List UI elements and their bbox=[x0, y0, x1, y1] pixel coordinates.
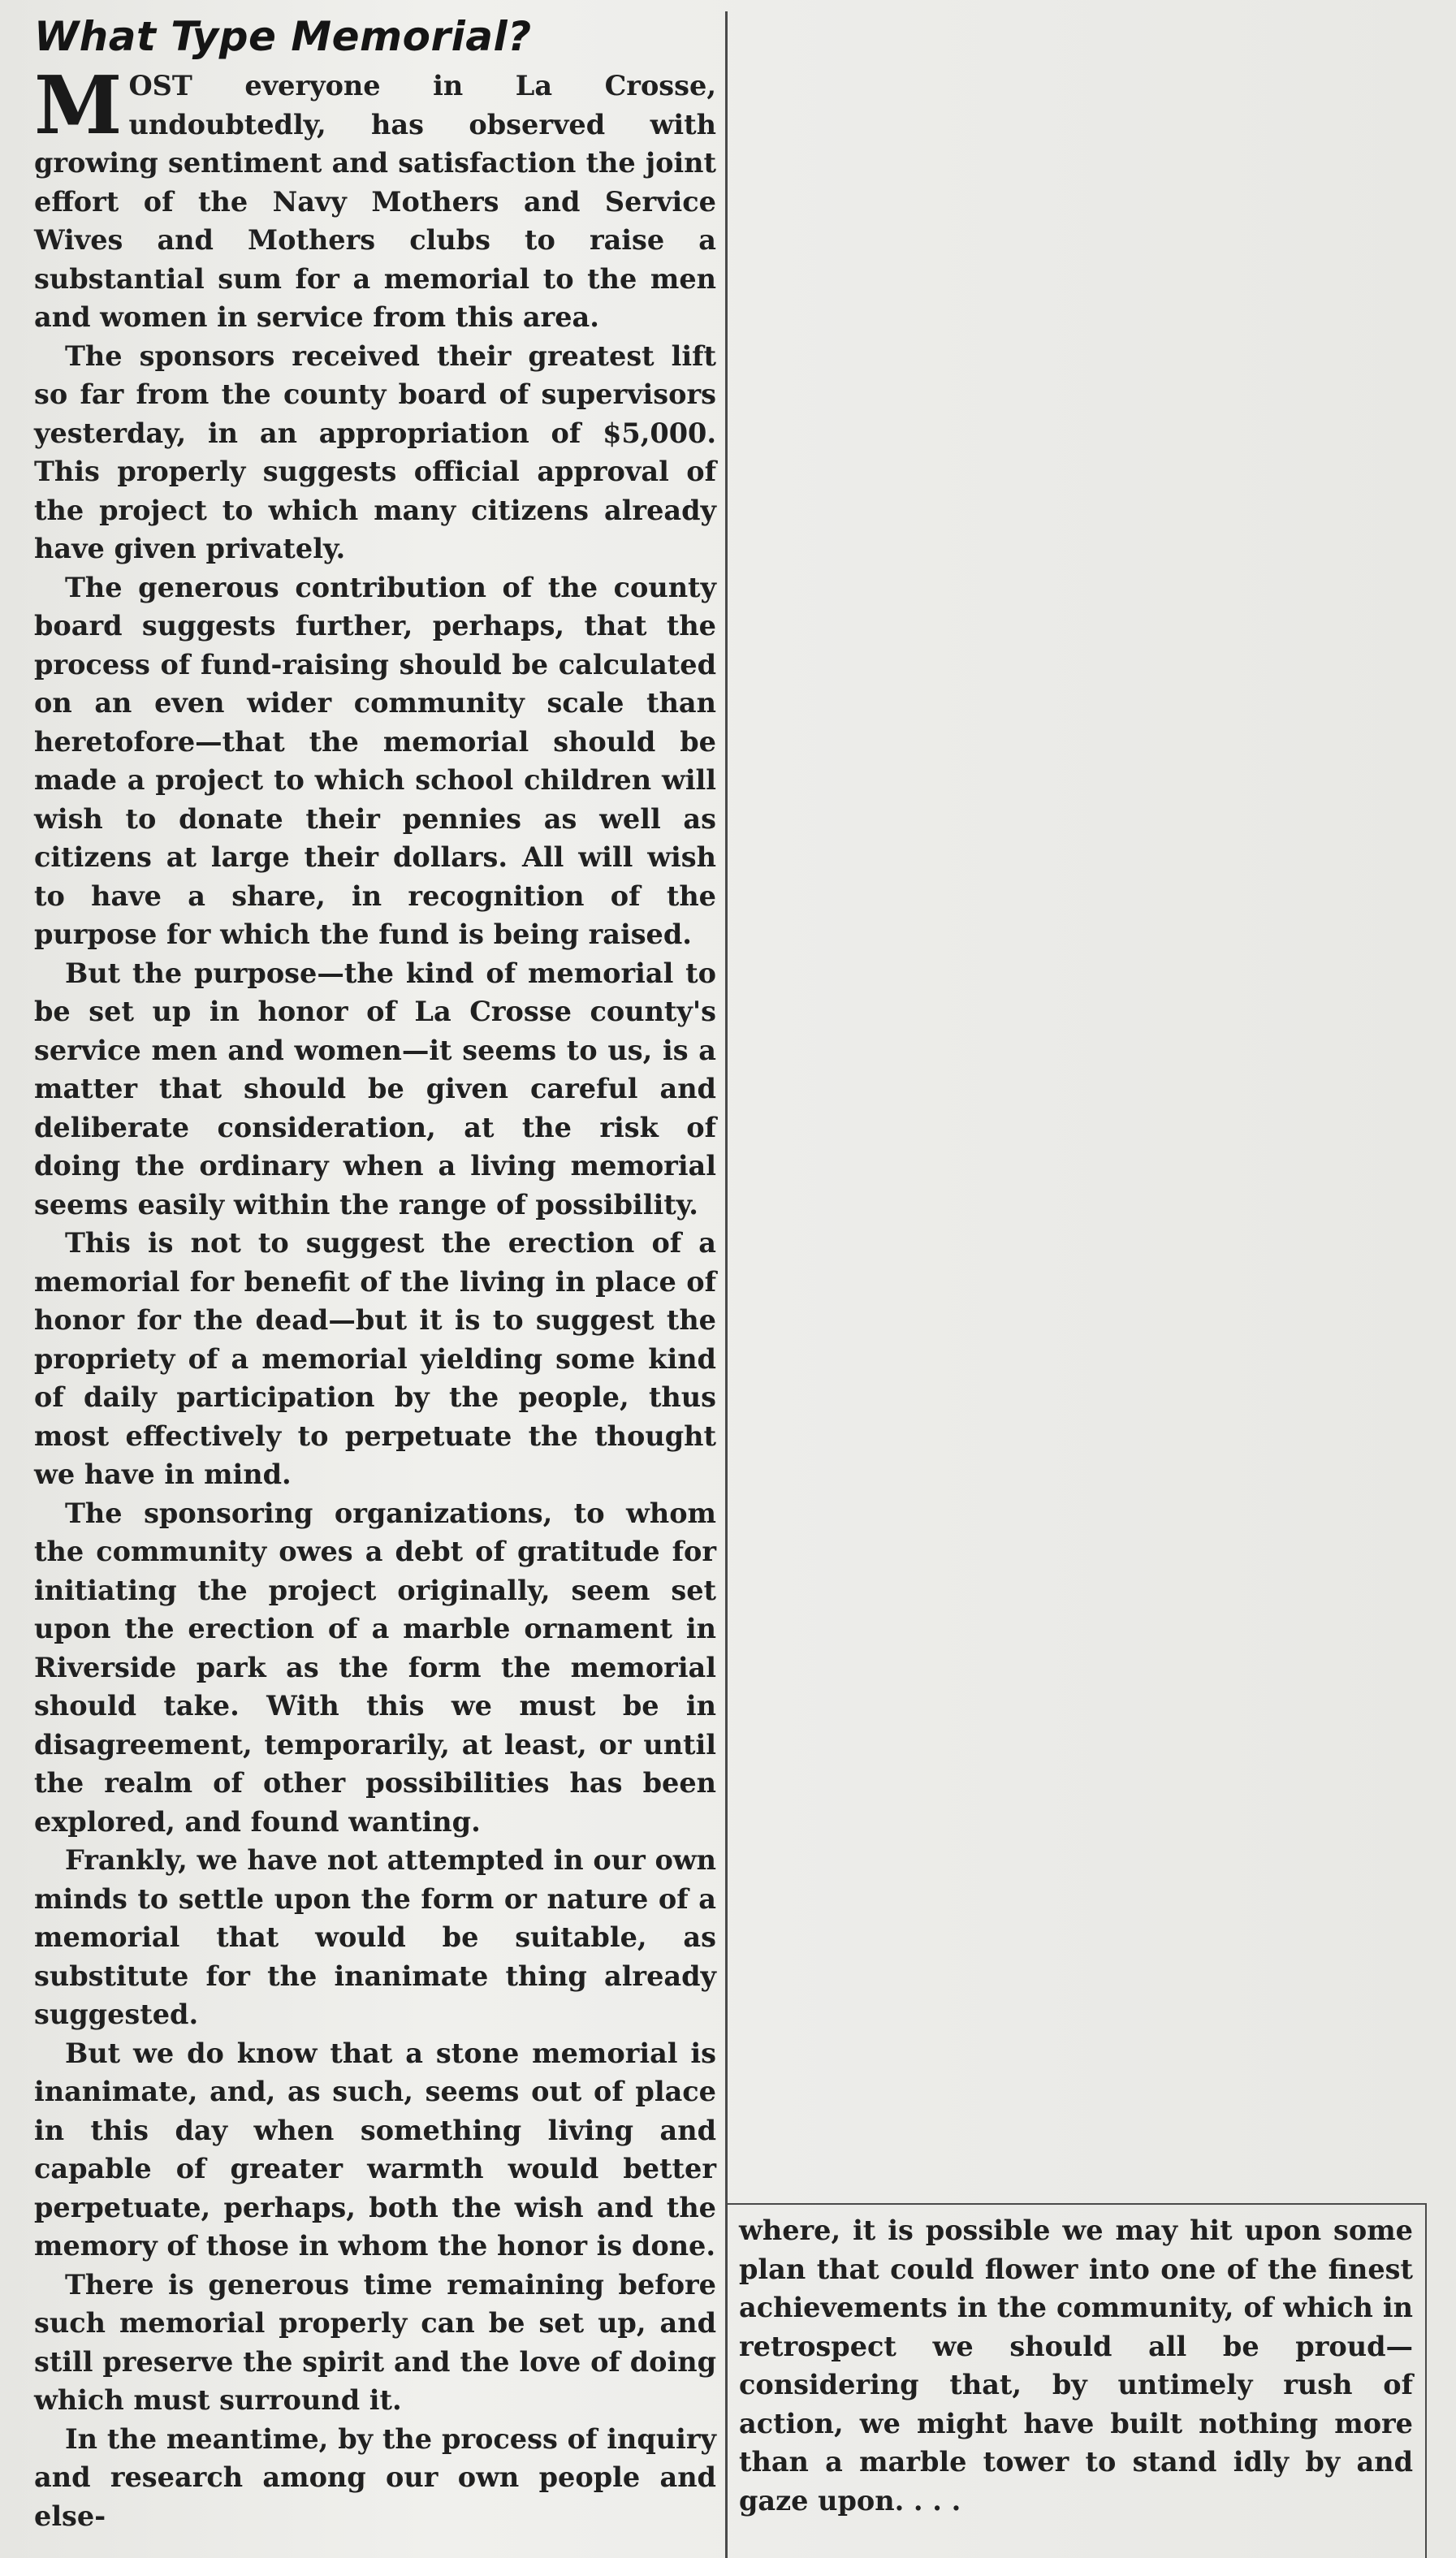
article-column-left bbox=[34, 11, 716, 2535]
paragraph-7: Frankly, we have not attempted in our own minds to settle upon the form or nature of a memorial that would be suitable, as substitute for the inanimate thing already suggested. bbox=[34, 1844, 716, 2030]
paragraph-9: There is generous time remaining before such memorial properly can be set up, and still preserve the spirit and the love of doing which must surround it. bbox=[34, 2268, 716, 2416]
paragraph-4: But the purpose—the kind of memorial to be set up in honor of La Crosse county's service men and women—it seems to us, is a matter that should be given careful and deliberate consideration, at the risk of doing the ordinary when a living memorial seems easily within the range of possibility. bbox=[34, 957, 716, 1221]
headline: What Type Memorial? bbox=[34, 13, 532, 60]
paragraph-1-text: OST everyone in La Crosse, undoubtedly, has observed with growing sentiment and satisfaction the joint effort of the Navy Mothers and Service Wives and Mothers clubs to raise a substantial sum for a memorial to the men and women in service from this area. bbox=[34, 70, 716, 333]
paragraph-2: The sponsors received their greatest lift so far from the county board of supervisors yesterday, in an appropriation of $5,000. This properly suggests official approval of the project to which many citizens already have given privately. bbox=[34, 339, 716, 564]
column-rule-vertical-right bbox=[1425, 2203, 1427, 2558]
column-rule-vertical-main bbox=[725, 11, 728, 2558]
paragraph-1 bbox=[34, 59, 716, 337]
article-column-right bbox=[739, 2211, 1413, 2520]
column-rule-horizontal bbox=[728, 2203, 1426, 2205]
paragraph-8: But we do know that a stone memorial is inanimate, and, as such, seems out of place in this day when something living and capable of greater warmth would better perpetuate, perhaps, both the wish and the memory of those in whom the honor is done. bbox=[34, 2037, 716, 2262]
paragraph-3: The generous contribution of the county board suggests further, perhaps, that the process of fund-raising should be calculated on an even wider community scale than heretofore—that the memorial should be made a project to which school children will wish to donate their pennies as well as citizens at large their dollars. All will wish to have a share, in recognition of the purpose for which the fund is being raised. bbox=[34, 571, 716, 950]
paragraph-6: The sponsoring organizations, to whom the community owes a debt of gratitude for initiating the project originally, seem set upon the erection of a marble ornament in Riverside park as the form the memorial should take. With this we must be in disagreement, temporarily, at least, or until the realm of other possibilities has been explored, and found wanting. bbox=[34, 1497, 716, 1838]
drop-cap: M bbox=[34, 59, 123, 153]
paragraph-5: This is not to suggest the erection of a memorial for benefit of the living in place of honor for the dead—but it is to suggest the propriety of a memorial yielding some kind of daily participation by the people, thus most effectively to perpetuate the thought we have in mind. bbox=[34, 1227, 716, 1490]
paragraph-continuation: where, it is possible we may hit upon some plan that could flower into one of the finest achievements in the community, of which in retrospect we should all be proud—considering that, by untimely rush of action, we might have built nothing more than a marble tower to stand idly by and gaze upon. . . . bbox=[739, 2214, 1413, 2517]
paragraph-10: In the meantime, by the process of inquiry and research among our own people and else- bbox=[34, 2422, 716, 2532]
